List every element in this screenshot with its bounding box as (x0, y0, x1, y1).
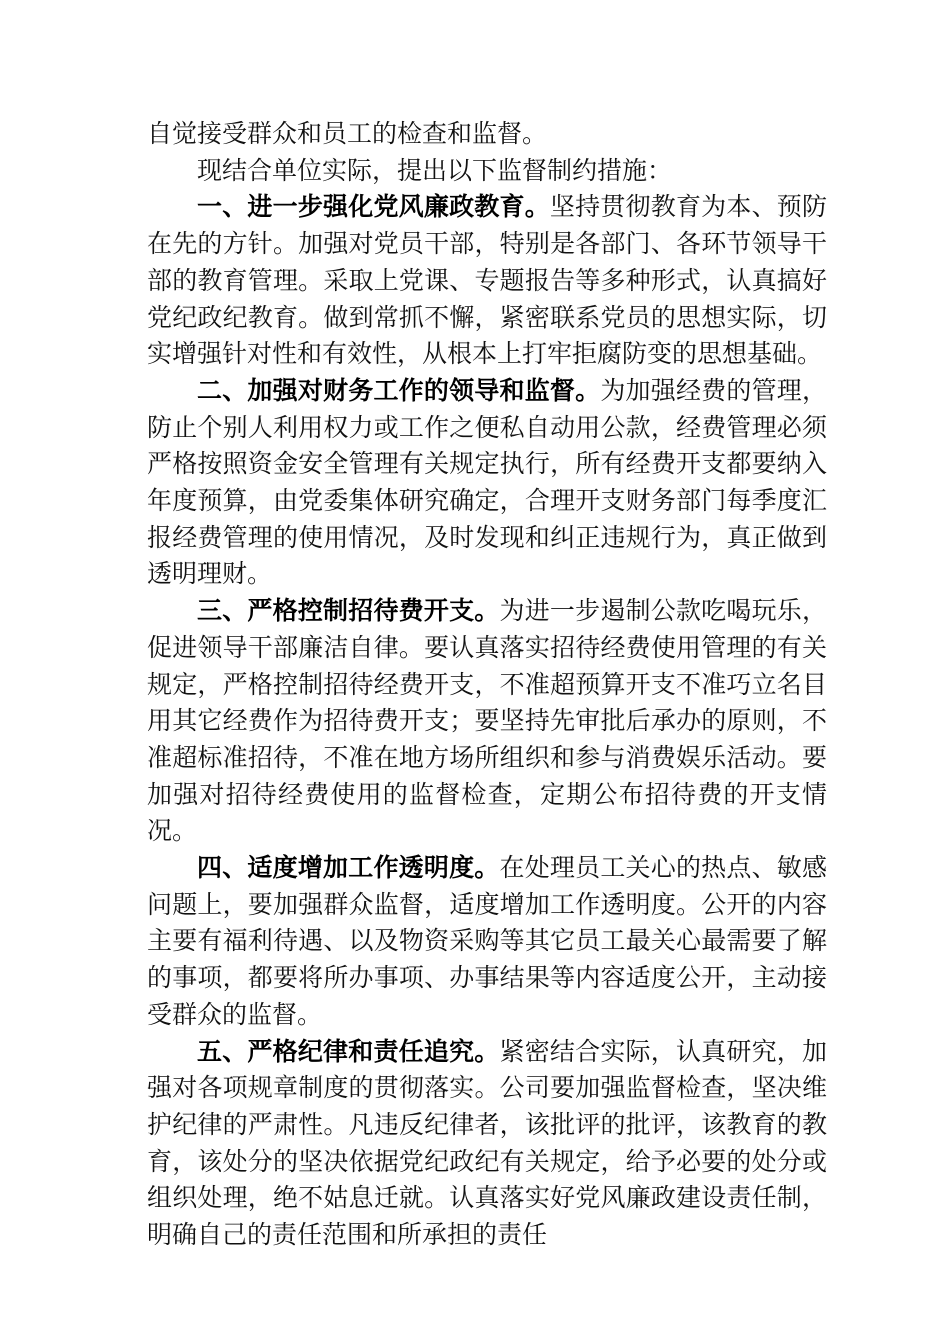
section-paragraph-3 (147, 593, 827, 850)
section-body-5: 紧密结合实际，认真研究，加强对各项规章制度的贯彻落实。公司要加强监督检查，坚决维护纪律的严肃性。凡违反纪律者，该批评的批评，该教育的教育，该处分的坚决依据党纪政纪有关规定，给予必要的处分或组织处理，绝不姑息迁就。认真落实好党风廉政建设责任制，明确自己的责任范围和所承担的责任 (147, 1036, 827, 1250)
document-body (147, 116, 827, 1254)
section-heading-2: 二、加强对财务工作的领导和监督。 (197, 375, 601, 405)
section-heading-3: 三、严格控制招待费开支。 (197, 596, 500, 626)
section-paragraph-5 (147, 1034, 827, 1254)
section-paragraph-2 (147, 373, 827, 593)
section-heading-1: 一、进一步强化党风廉政教育。 (197, 192, 550, 222)
intro-lead-paragraph: 现结合单位实际，提出以下监督制约措施： (197, 155, 673, 185)
section-body-3: 为进一步遏制公款吃喝玩乐，促进领导干部廉洁自律。要认真落实招待经费使用管理的有关规定，严格控制招待经费开支，不准超预算开支不准巧立名目用其它经费作为招待费开支；要坚持先审批后承办的原则，不准超标准招待，不准在地方场所组织和参与消费娱乐活动。要加强对招待经费使用的监督检查，定期公布招待费的开支情况。 (147, 596, 827, 846)
section-body-2: 为加强经费的管理，防止个别人利用权力或工作之便私自动用公款，经费管理必须严格按照资金安全管理有关规定执行，所有经费开支都要纳入年度预算，由党委集体研究确定，合理开支财务部门每季度汇报经费管理的使用情况，及时发现和纠正违规行为，真正做到透明理财。 (147, 375, 827, 589)
section-body-1: 坚持贯彻教育为本、预防在先的方针。加强对党员干部，特别是各部门、各环节领导干部的教育管理。采取上党课、专题报告等多种形式，认真搞好党纪政纪教育。做到常抓不懈，紧密联系党员的思想实际，切实增强针对性和有效性，从根本上打牢拒腐防变的思想基础。 (147, 192, 827, 369)
section-paragraph-4 (147, 850, 827, 1034)
section-heading-5: 五、严格纪律和责任追究。 (197, 1036, 500, 1066)
section-heading-4: 四、适度增加工作透明度。 (197, 853, 500, 883)
intro-continuation: 自觉接受群众和员工的检查和监督。 (147, 119, 548, 148)
section-body-4: 在处理员工关心的热点、敏感问题上，要加强群众监督，适度增加工作透明度。公开的内容主要有福利待遇、以及物资采购等其它员工最关心最需要了解的事项，都要将所办事项、办事结果等内容适度公开，主动接受群众的监督。 (147, 853, 827, 1029)
section-paragraph-1 (147, 189, 827, 373)
